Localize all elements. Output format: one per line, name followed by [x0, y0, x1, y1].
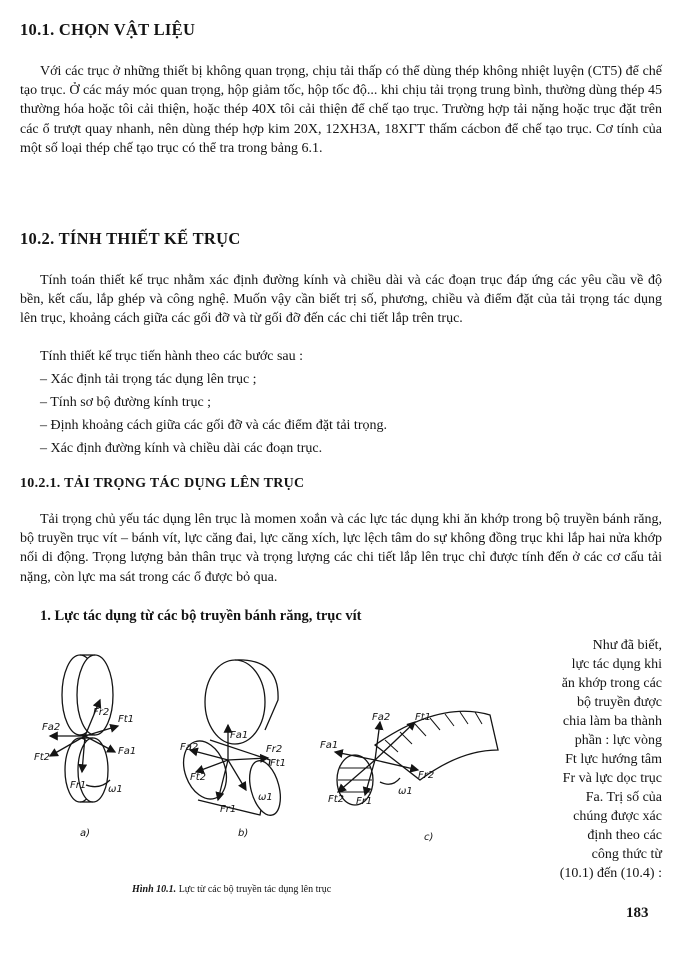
panel-label: a): [80, 828, 91, 839]
steps-intro: Tính thiết kế trục tiến hành theo các bước sau :: [40, 349, 304, 364]
loads-paragraph: Tải trọng chủ yếu tác dụng lên trục là momen xoắn và các lực tác dụng khi ăn khớp trong bộ truyền bánh răng, bộ truyền trục vít – bánh vít, lực căng đai, lực căng xích, lực lệch tâm do sự không đồng trục khi lắp hai nửa khớp nối di động. Trọng lượng bản thân trục và trọng lượng các chi tiết lắp lên trục chỉ được tính đến ở các cơ cấu tải nặng, còn lực ma sát trong các ổ được bỏ qua.: [20, 512, 662, 585]
subsection-heading-loads: 10.2.1. TẢI TRỌNG TÁC DỤNG LÊN TRỤC: [20, 476, 305, 491]
panel-c-worm-gear: [335, 711, 498, 805]
force-label: Fr2: [418, 770, 435, 781]
force-label: Fr1: [356, 796, 373, 807]
force-label: Fr2: [93, 707, 110, 718]
side-line: (10.1) đến (10.4) :: [559, 866, 662, 881]
force-label: Ft1: [415, 712, 432, 723]
force-label: Ft1: [270, 758, 287, 769]
side-line: chúng được xác: [573, 809, 662, 824]
force-label: Fa2: [372, 712, 391, 723]
side-line: phần : lực vòng: [574, 733, 662, 748]
force-label: Ft2: [190, 772, 207, 783]
side-text-column: [520, 636, 662, 883]
force-label: Fr1: [220, 804, 237, 815]
side-line: chia làm ba thành: [562, 714, 662, 729]
caption-text: Lực từ các bộ truyền tác dụng lên trục: [178, 884, 332, 895]
side-line: Fr và lực dọc trục: [562, 771, 662, 786]
page-number: 183: [626, 905, 649, 921]
materials-paragraph: Với các trục ở những thiết bị không quan trọng, chịu tải thấp có thể dùng thép không nhiệt luyện (CT5) để chế tạo trục. Ở các máy móc quan trọng, hộp giảm tốc, hộp tốc độ... khi chịu tải trọng trung bình, thường dùng thép 45 thường hóa hoặc tôi cải thiện, hoặc thép 40X tôi cải thiện để chế tạo trục. Trường hợp tải nặng hoặc trục đặt trên các ổ trượt quay nhanh, nên dùng thép hợp kim 20X, 12XH3A, 18XГТ thấm cácbon để chế tạo trục. Cơ tính của một số loại thép chế tạo trục có thể tra trong bảng 6.1.: [20, 64, 662, 156]
force-label: Ft1: [118, 714, 135, 725]
force-label: Fa1: [230, 730, 249, 741]
force-label: Fa2: [42, 722, 61, 733]
side-line: lực tác dụng khi: [571, 657, 662, 672]
force-label: Fa1: [320, 740, 339, 751]
step-item: – Xác định đường kính và chiều dài các đoạn trục.: [40, 441, 323, 456]
figure-caption: [132, 884, 331, 895]
side-line: Ft lực hướng tâm: [565, 752, 662, 767]
section-heading-materials: 10.1. CHỌN VẬT LIỆU: [20, 20, 196, 39]
step-item: – Xác định tải trọng tác dụng lên trục ;: [40, 372, 257, 387]
gear-forces-figure: [20, 640, 520, 860]
side-line: Fa. Trị số của: [585, 790, 662, 805]
force-label: Ft2: [34, 752, 51, 763]
force-label: Fa2: [180, 742, 199, 753]
force-label: Ft2: [328, 794, 345, 805]
side-line: Như đã biết,: [592, 638, 662, 653]
side-line: bộ truyền được: [577, 695, 662, 710]
force-label: ω1: [398, 786, 413, 797]
step-item: – Tính sơ bộ đường kính trục ;: [40, 395, 212, 410]
side-line: công thức từ: [591, 847, 662, 862]
force-label: Fr1: [70, 780, 87, 791]
force-label: Fr2: [266, 744, 283, 755]
panel-label: b): [238, 828, 249, 839]
caption-label: Hình 10.1.: [132, 884, 177, 895]
force-label: Fa1: [118, 746, 137, 757]
subheading-gear-forces: 1. Lực tác dụng từ các bộ truyền bánh răng, trục vít: [40, 608, 362, 624]
force-label: ω1: [108, 784, 123, 795]
shaft-design-paragraph: Tính toán thiết kế trục nhằm xác định đường kính và chiều dài và các đoạn trục đáp ứng các yêu cầu về độ bền, kết cấu, lắp ghép và công nghệ. Muốn vậy cần biết trị số, phương, chiều và điểm đặt của tải trọng tác dụng lên trục, khoảng cách giữa các gối đỡ và từ gối đỡ đến các chi tiết lắp trên trục.: [20, 273, 662, 327]
side-line: ăn khớp trong các: [561, 676, 662, 691]
side-line: định theo các: [587, 828, 662, 843]
section-heading-shaft-design: 10.2. TÍNH THIẾT KẾ TRỤC: [20, 229, 241, 248]
step-item: – Định khoảng cách giữa các gối đỡ và các điểm đặt tải trọng.: [40, 418, 387, 433]
panel-label: c): [424, 832, 434, 843]
force-label: ω1: [258, 792, 273, 803]
